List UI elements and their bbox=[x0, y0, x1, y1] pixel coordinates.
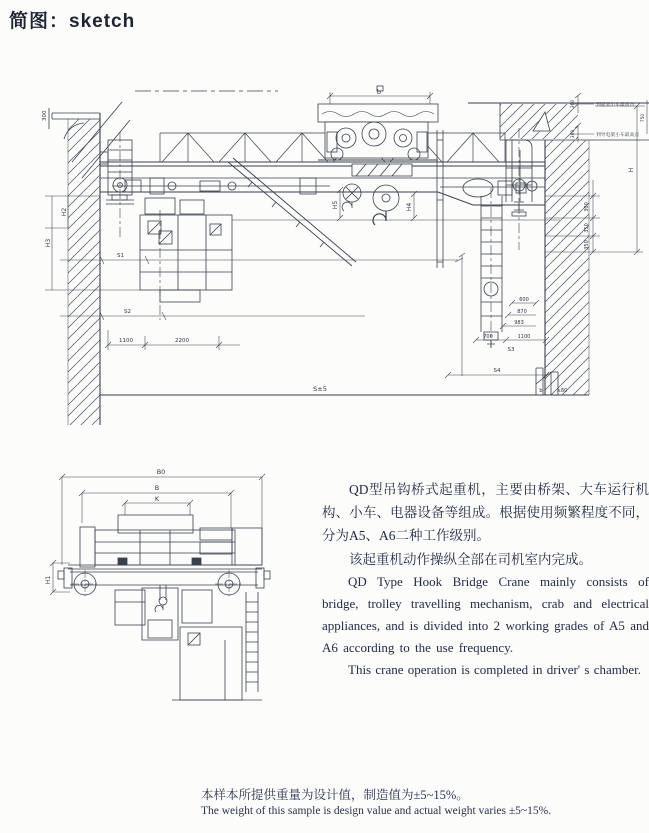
side-end-carriage bbox=[58, 565, 270, 612]
dim-label: S4 bbox=[493, 368, 501, 374]
clearance-label: 300 bbox=[571, 129, 576, 139]
side-view bbox=[45, 468, 270, 700]
clearance-note: 到屋架小车最高点 bbox=[596, 103, 635, 108]
dim-label: ≥80 bbox=[556, 388, 568, 394]
dim-label: 1100 bbox=[517, 334, 531, 340]
weight-footnote bbox=[201, 785, 646, 817]
description-en-2: This crane operation is completed in driver' s chamber. bbox=[348, 662, 641, 678]
left-end-truck bbox=[100, 132, 134, 238]
side-cab bbox=[115, 588, 262, 700]
dim-label: H bbox=[628, 167, 635, 173]
dim-label: H4 bbox=[406, 202, 413, 212]
dim-label: 1100 bbox=[119, 338, 133, 344]
drive-mechanism bbox=[112, 178, 545, 197]
clearance-note: 到导电架小车最高点 bbox=[596, 133, 640, 138]
footnote-en: The weight of this sample is design value and actual weight varies ±5~15%. bbox=[201, 805, 552, 817]
description-block bbox=[322, 478, 649, 681]
dim-label: H2 bbox=[61, 207, 68, 217]
dim-label: b bbox=[376, 88, 382, 96]
description-zh-1: QD型吊钩桥式起重机，主要由桥架、大车运行机构、小车、电器设备等组成。根据使用频繁程度不同，分为A5、A6二种工作级别。 bbox=[322, 482, 649, 544]
dim-label: 983 bbox=[514, 320, 524, 326]
dim-label: 350 bbox=[584, 223, 590, 233]
dim-label: H5 bbox=[332, 200, 339, 210]
clearance-label: 750 bbox=[641, 113, 646, 123]
description-en-1: QD Type Hook Bridge Crane mainly consists of bridge, trolley travelling mechanism, crab and electrical appliances, and is divided into 2 working grades of A5 and A6 according to the use frequency. bbox=[322, 573, 649, 656]
dim-label: 2200 bbox=[175, 338, 189, 344]
hook-assembly bbox=[342, 184, 399, 225]
footnote-zh: 本样本所提供重量为设计值，制造值为±5~15%。 bbox=[201, 788, 469, 802]
dim-label: B0 bbox=[156, 468, 166, 476]
side-trolley bbox=[80, 515, 262, 567]
dim-label: 300 bbox=[42, 110, 48, 121]
dim-label: 300 bbox=[584, 202, 590, 212]
right-wall bbox=[468, 103, 649, 395]
side-view-labels bbox=[45, 468, 165, 584]
clearance-label: 300 bbox=[571, 99, 576, 109]
dim-label: K bbox=[154, 495, 160, 503]
conductor-column bbox=[481, 188, 502, 348]
dim-label: 350 bbox=[584, 240, 590, 250]
page-title: 简图：sketch bbox=[9, 11, 136, 32]
dim-label: S3 bbox=[507, 347, 515, 353]
dim-label: 600 bbox=[519, 297, 529, 303]
dim-label: B bbox=[154, 484, 160, 492]
dim-label: H1 bbox=[45, 575, 52, 585]
span-label: S±5 bbox=[313, 385, 327, 393]
description-zh-2: 该起重机动作操纵全部在司机室内完成。 bbox=[349, 551, 592, 567]
dim-label: S1 bbox=[117, 253, 124, 259]
front-elevation bbox=[42, 86, 649, 425]
dim-label: b bbox=[539, 388, 543, 394]
dim-label: S2 bbox=[124, 309, 131, 315]
dim-label: H3 bbox=[45, 238, 52, 248]
dim-label: 870 bbox=[517, 309, 527, 315]
side-dimensions bbox=[50, 474, 265, 595]
dim-label: 700 bbox=[483, 334, 493, 340]
